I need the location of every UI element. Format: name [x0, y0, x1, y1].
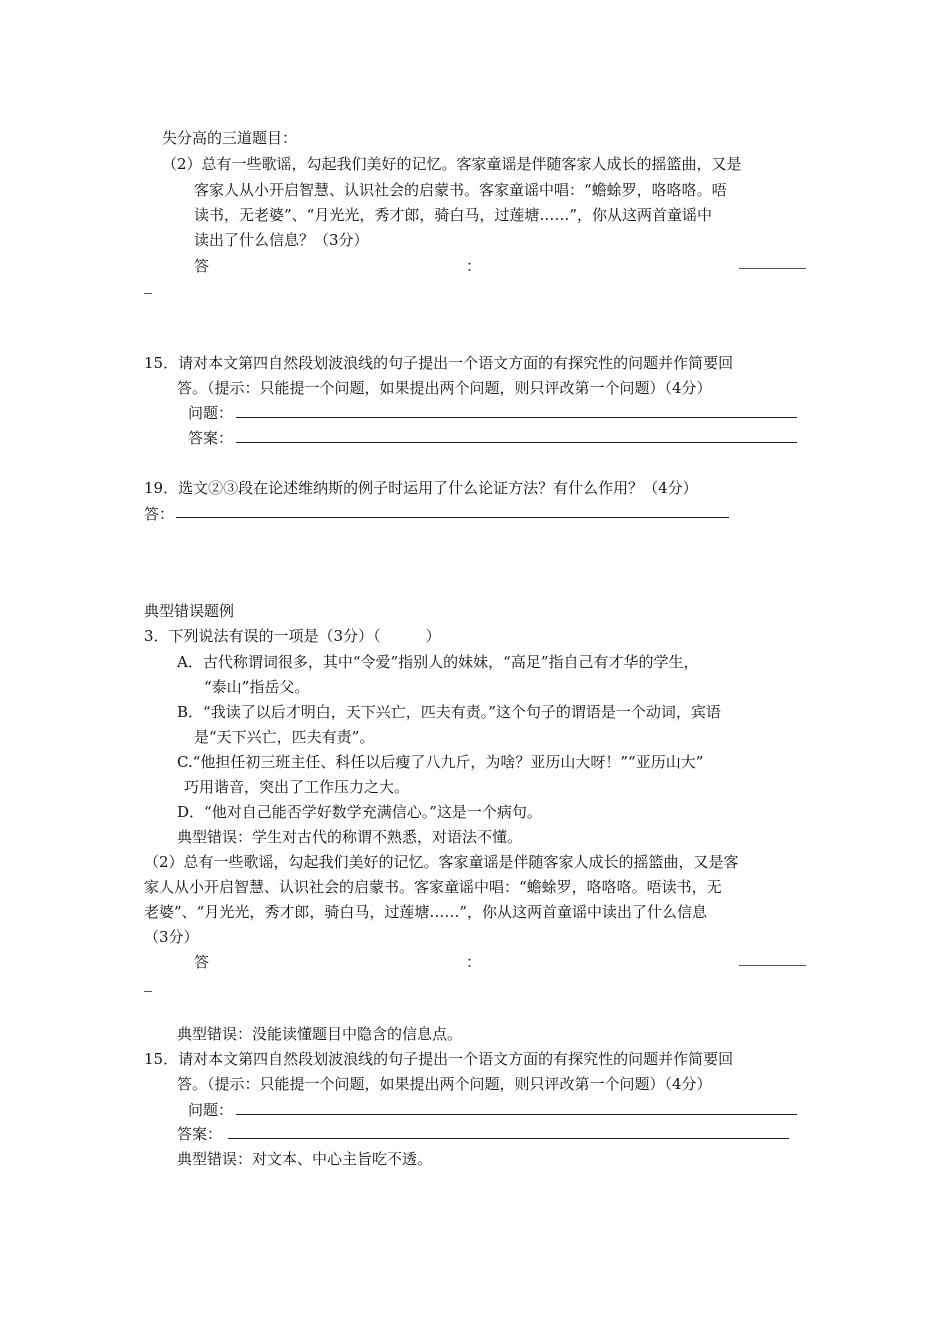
q2-line-4: 读出了什么信息？（3分）	[194, 231, 369, 249]
answer-colon: ：	[466, 257, 482, 275]
q15-answer-label: 答案：	[188, 429, 234, 447]
q3-option-c-line-1: C.“他担任初三班主任、科任以后瘦了八九斤，为啥？亚历山大呀！”“亚历山大”	[177, 753, 704, 771]
q19-line: 19．选文②③段在论述维纳斯的例子时运用了什么论证方法？有什么作用？（4分）	[144, 479, 698, 497]
s2-q15-line-1: 15．请对本文第四自然段划波浪线的句子提出一个语文方面的有探究性的问题并作简要回	[144, 1050, 734, 1068]
answer-blank-line	[739, 268, 806, 269]
q2-line-2: 客家人从小开启智慧、认识社会的启蒙书。客家童谣中唱：“蟾蜍罗，咯咯咯。唔	[194, 181, 727, 199]
q3-option-d: D．“他对自己能否学好数学充满信心。”这是一个病句。	[177, 803, 542, 821]
s2-q2-line-3: 老婆”、“月光光，秀才郎，骑白马，过莲塘……”，你从这两首童谣中读出了什么信息	[144, 903, 708, 921]
q15-question-label: 问题：	[188, 404, 234, 422]
q3-typical-error: 典型错误：学生对古代的称谓不熟悉，对语法不懂。	[177, 828, 523, 846]
s2-q15-question-blank	[236, 1114, 797, 1115]
q3-option-c-line-2: 巧用谐音，突出了工作压力之大。	[184, 778, 410, 796]
q2-line-1: （2）总有一些歌谣，勾起我们美好的记忆。客家童谣是伴随客家人成长的摇篮曲，又是	[162, 155, 742, 173]
answer-label: 答	[194, 257, 210, 275]
section-heading-high-loss: 失分高的三道题目：	[162, 129, 298, 147]
q3-stem: 3．下列说法有误的一项是（3分）（ ）	[144, 627, 441, 645]
q2-line-3: 读书，无老婆”、“月光光，秀才郎，骑白马，过莲塘……”，你从这两首童谣中	[194, 206, 713, 224]
section-heading-typical-errors: 典型错误题例	[144, 602, 235, 620]
q19-answer-label: 答：	[144, 505, 175, 523]
s2-q2-line-1: （2）总有一些歌谣，勾起我们美好的记忆。客家童谣是伴随客家人成长的摇篮曲，又是客	[144, 853, 739, 871]
s2-answer-colon: ：	[466, 953, 482, 971]
s2-q2-typical-error: 典型错误：没能读懂题目中隐含的信息点。	[177, 1025, 463, 1043]
s2-q15-answer-label: 答案：	[177, 1125, 223, 1143]
q3-option-b-line-1: B．“我读了以后才明白，天下兴亡，匹夫有责。”这个句子的谓语是一个动词，宾语	[177, 703, 721, 721]
s2-q15-typical-error: 典型错误：对文本、中心主旨吃不透。	[177, 1150, 433, 1168]
s2-q2-line-2: 家人从小开启智慧、认识社会的启蒙书。客家童谣中唱：“蟾蜍罗，咯咯咯。唔读书，无	[144, 878, 722, 896]
q15-question-blank	[236, 417, 797, 418]
s2-q2-line-4: （3分）	[144, 928, 199, 946]
s2-q15-question-label: 问题：	[188, 1101, 234, 1119]
q15-line-1: 15．请对本文第四自然段划波浪线的句子提出一个语文方面的有探究性的问题并作简要回	[144, 354, 734, 372]
q3-option-b-line-2: 是“天下兴亡，匹夫有责”。	[194, 728, 375, 746]
s2-answer-label: 答	[194, 953, 210, 971]
q3-option-a-line-2: “泰山”指岳父。	[204, 678, 310, 696]
s2-answer-blank-line	[739, 965, 806, 966]
q15-line-2: 答。（提示：只能提一个问题，如果提出两个问题，则只评改第一个问题）（4分）	[177, 379, 712, 397]
answer-blank-tail	[144, 293, 152, 294]
q19-answer-blank	[176, 517, 729, 518]
s2-answer-blank-tail	[144, 991, 152, 992]
s2-q15-answer-blank	[228, 1138, 789, 1139]
s2-q15-line-2: 答。（提示：只能提一个问题，如果提出两个问题，则只评改第一个问题）（4分）	[177, 1075, 712, 1093]
q15-answer-blank	[236, 442, 797, 443]
q3-option-a-line-1: A．古代称谓词很多，其中“令爱”指别人的妹妹，“高足”指自己有才华的学生，	[177, 653, 699, 671]
